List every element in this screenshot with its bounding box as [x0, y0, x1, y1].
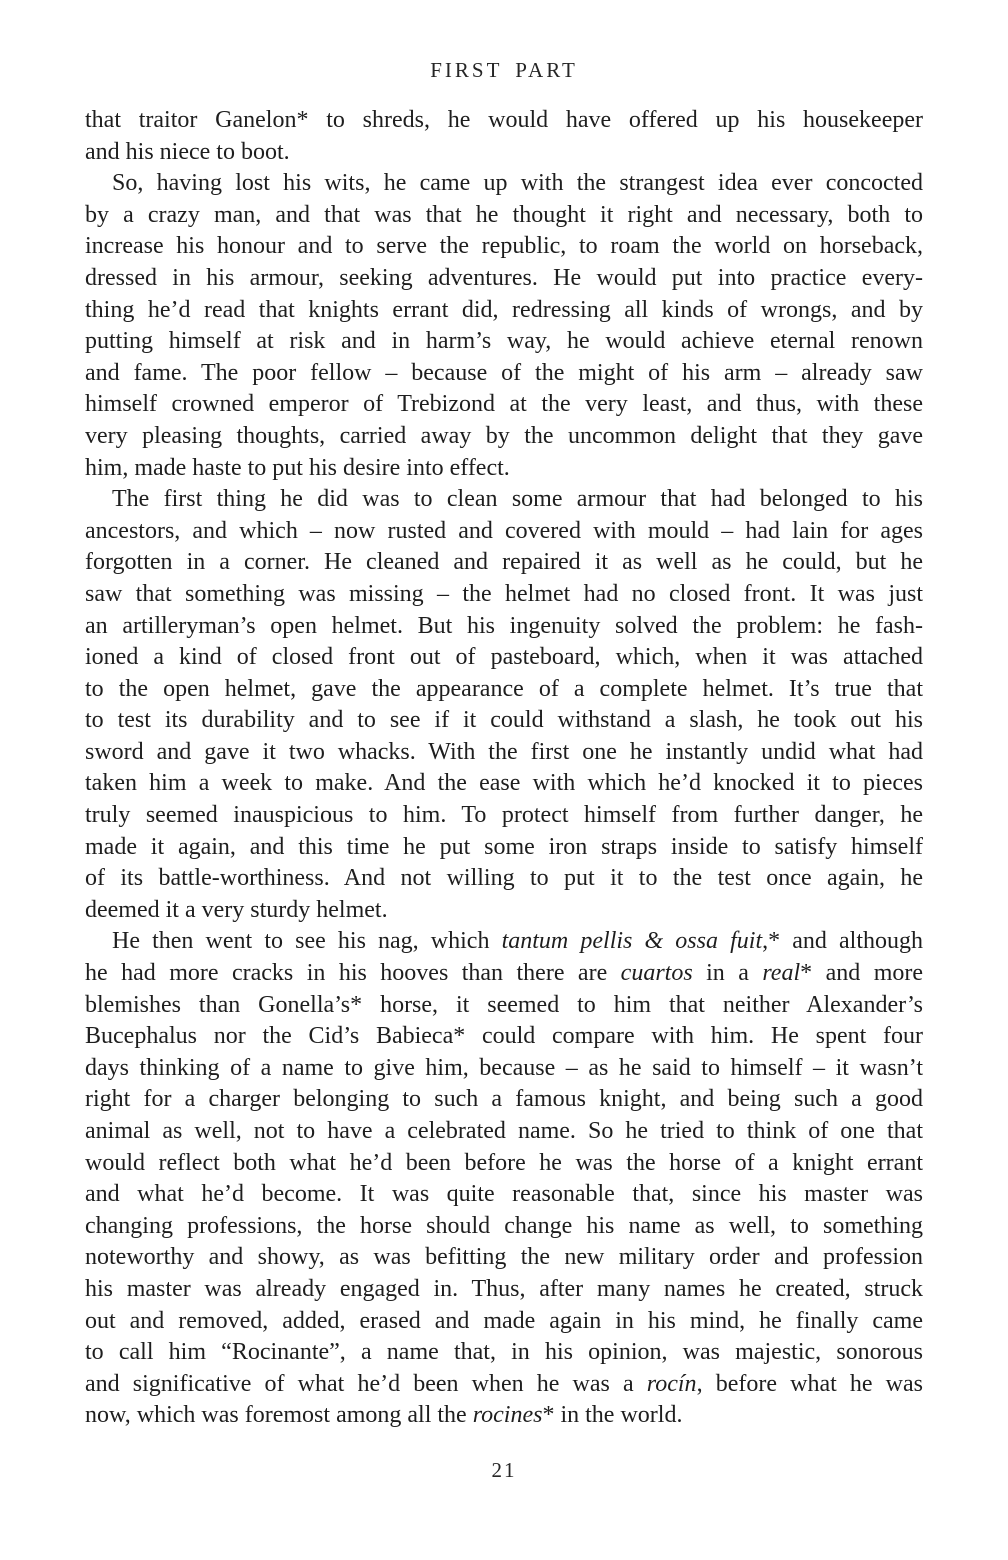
text-line: out and removed, added, erased and made again in his mind, he finally came — [85, 1307, 923, 1334]
text-line: The first thing he did was to clean some armour that had belonged to his — [112, 486, 923, 513]
text-line: he had more cracks in his hooves than there are cuartos in a real* and more — [85, 960, 923, 987]
text-line: right for a charger belonging to such a famous knight, and being such a good — [85, 1086, 923, 1113]
text-line: dressed in his armour, seeking adventures. He would put into practice every- — [85, 264, 923, 291]
text-line: made it again, and this time he put some iron straps inside to satisfy himself — [85, 833, 923, 860]
text-line: and what he’d become. It was quite reasonable that, since his master was — [85, 1181, 923, 1208]
text-line: of its battle-worthiness. And not willing to put it to the test once again, he — [85, 865, 923, 892]
text-line: by a crazy man, and that was that he thought it right and necessary, both to — [85, 201, 923, 228]
text-line: putting himself at risk and in harm’s way, he would achieve eternal renown — [85, 328, 923, 355]
text-line: blemishes than Gonella’s* horse, it seemed to him that neither Alexander’s — [85, 991, 923, 1018]
text-line: now, which was foremost among all the rocines* in the world. — [85, 1402, 683, 1429]
text-line: He then went to see his nag, which tantum pellis & ossa fuit,* and although — [112, 928, 923, 955]
text-line: to test its durability and to see if it could withstand a slash, he took out his — [85, 707, 923, 734]
text-line: noteworthy and showy, as was befitting the new military order and profession — [85, 1244, 923, 1271]
text-line: sword and gave it two whacks. With the first one he instantly undid what had — [85, 738, 923, 765]
text-line: to call him “Rocinante”, a name that, in his opinion, was majestic, sonorous — [85, 1339, 923, 1366]
text-line: deemed it a very sturdy helmet. — [85, 896, 388, 923]
text-line: very pleasing thoughts, carried away by the uncommon delight that they gave — [85, 422, 923, 449]
text-line: and fame. The poor fellow – because of the might of his arm – already saw — [85, 359, 923, 386]
text-line: changing professions, the horse should change his name as well, to something — [85, 1212, 923, 1239]
text-line: So, having lost his wits, he came up with the strangest idea ever concocted — [112, 170, 923, 197]
text-line: ancestors, and which – now rusted and covered with mould – had lain for ages — [85, 517, 923, 544]
text-line: saw that something was missing – the helmet had no closed front. It was just — [85, 580, 923, 607]
text-line: thing he’d read that knights errant did, redressing all kinds of wrongs, and by — [85, 296, 923, 323]
text-line: taken him a week to make. And the ease with which he’d knocked it to pieces — [85, 770, 923, 797]
text-line: himself crowned emperor of Trebizond at the very least, and thus, with these — [85, 391, 923, 418]
text-line: him, made haste to put his desire into effect. — [85, 454, 510, 481]
text-block — [85, 105, 923, 1432]
text-line: days thinking of a name to give him, because – as he said to himself – it wasn’t — [85, 1054, 923, 1081]
text-line: and significative of what he’d been when he was a rocín, before what he was — [85, 1370, 923, 1397]
text-line: increase his honour and to serve the republic, to roam the world on horseback, — [85, 233, 923, 260]
text-line: his master was already engaged in. Thus, after many names he created, struck — [85, 1275, 923, 1302]
text-line: truly seemed inauspicious to him. To protect himself from further danger, he — [85, 802, 923, 829]
running-header: FIRST PART — [430, 58, 578, 82]
page-number: 21 — [491, 1458, 517, 1482]
text-line: that traitor Ganelon* to shreds, he would have offered up his housekeeper — [85, 107, 923, 133]
text-line: would reflect both what he’d been before he was the horse of a knight errant — [85, 1149, 923, 1176]
text-line: to the open helmet, gave the appearance of a complete helmet. It’s true that — [85, 675, 923, 702]
text-line: forgotten in a corner. He cleaned and repaired it as well as he could, but he — [85, 549, 923, 576]
text-line: animal as well, not to have a celebrated name. So he tried to think of one that — [85, 1118, 923, 1144]
text-line: ioned a kind of closed front out of pasteboard, which, when it was attached — [85, 644, 923, 671]
text-line: an artilleryman’s open helmet. But his ingenuity solved the problem: he fash- — [85, 612, 923, 639]
text-line: Bucephalus nor the Cid’s Babieca* could compare with him. He spent four — [85, 1023, 923, 1050]
text-line: and his niece to boot. — [85, 138, 290, 165]
